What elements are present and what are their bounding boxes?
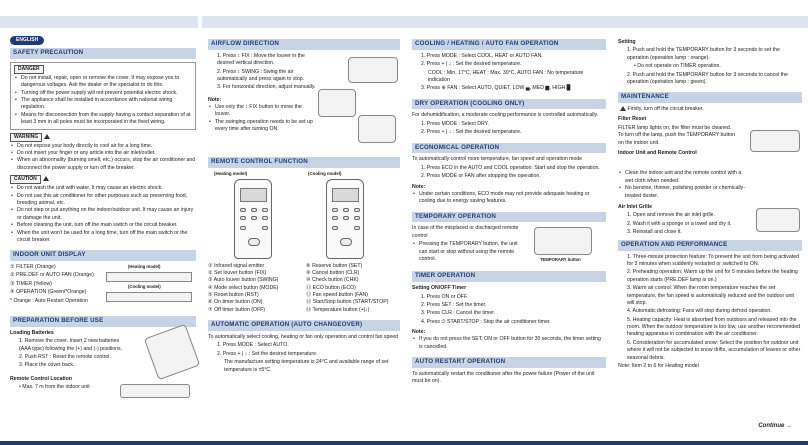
grille-step: 1. Open and remove the air inlet grille. xyxy=(627,212,715,219)
timer-title: TIMER OPERATION xyxy=(412,271,606,282)
remote-legend-item: ⑧ Reserve button (SET) xyxy=(306,262,363,269)
indoor-display-item: ② PRE.DEF or AUTO FAN (Orange) xyxy=(10,272,94,279)
grille-area xyxy=(618,204,802,234)
caution-item: • Before cleaning the unit, turn off the main switch or the circuit breaker. xyxy=(10,222,196,229)
remote-legend-item: ⑪ ECO button (ECO) xyxy=(306,284,356,291)
remote-button xyxy=(251,216,257,220)
timer-step: 2. Press SET : Set the timer. xyxy=(421,301,487,308)
timer-step: 4. Press ⏻ START/STOP : Stop the air conditioner timer. xyxy=(421,318,551,325)
remote-legend-item: ④ Mode select button (MODE) xyxy=(208,284,279,291)
chf-step: 1. Press MODE : Select COOL, HEAT or AUTO FAN. xyxy=(421,52,543,59)
airflow-step: 2. Press ↕ SWING : Swing the air automatically and press again to stop. xyxy=(217,68,305,82)
filter-reset-text: FILTER lamp lights on; the filter must be cleaned. To turn off the lamp, push the TEMPORARY button on the indoor unit. xyxy=(618,124,735,146)
danger-item: • Do not install, repair, open or remove the cover. It may expose you to dangerous voltages. Ask the dealer or the specialist to do this. xyxy=(14,75,192,90)
header-band-right xyxy=(202,16,808,28)
remote-legend-item: ③ Auto louver button (SWING) xyxy=(208,277,279,284)
filter-area xyxy=(618,116,802,170)
dry-step: 1. Press MODE : Select DRY. xyxy=(421,120,489,127)
loading-step: 3. Place the cover back. xyxy=(19,362,75,369)
chf-title: COOLING / HEATING / AUTO FAN OPERATION xyxy=(412,39,606,50)
grille-step: 2. Wash it with a sponge or a towel and dry it. xyxy=(627,220,732,227)
start-stop-button xyxy=(248,238,260,246)
grille-title: Air Inlet Grille xyxy=(618,203,653,210)
chf-step: 2. Press + | ↓ : Set the desired temperature. xyxy=(421,61,522,68)
caution-item: • When the unit won't be used for a long time, turn off the main switch or the circuit breaker. xyxy=(10,230,196,245)
remote-button xyxy=(354,216,360,220)
maintenance-title: MAINTENANCE xyxy=(618,92,802,103)
remote-legend-item: ⑥ On timer button (ON) xyxy=(208,299,263,306)
airflow-text xyxy=(208,53,318,134)
loading-batteries-title: Loading Batteries xyxy=(10,329,54,336)
temporary-text xyxy=(412,225,524,263)
indoor-remote-title: Indoor Unit and Remote Control xyxy=(618,149,697,156)
maintenance-warning: Firstly, turn off the circuit breaker. xyxy=(627,106,704,113)
remote-button xyxy=(240,226,246,230)
remote-function-title: REMOTE CONTROL FUNCTION xyxy=(208,157,400,168)
filter-text xyxy=(618,116,736,157)
remote-legend-item: ⑤ Reset button (RST) xyxy=(208,292,259,299)
performance-note: Note: Item 2 to 6 for Heating model xyxy=(618,362,699,369)
setting-step: 2. Push and hold the TEMPORARY button for 3 seconds to cancel the operation (operation lamp : green). xyxy=(627,71,788,85)
dry-step: 2. Press + | ↓ : Set the desired temperature. xyxy=(421,129,522,136)
column-4 xyxy=(618,36,802,371)
continue-label: Continue → xyxy=(758,423,792,430)
temporary-title: TEMPORARY OPERATION xyxy=(412,212,606,223)
remote-illustrations xyxy=(208,171,400,263)
auto-operation-intro: To automatically select cooling, heating or fan only operation and control fan speed xyxy=(208,334,399,341)
column-2 xyxy=(208,36,400,375)
grille-step: 3. Reinstall and close it. xyxy=(627,229,682,236)
preparation-text xyxy=(10,330,132,392)
indoor-display-list xyxy=(10,264,100,305)
remote-legend xyxy=(208,263,400,315)
remote-button xyxy=(240,208,246,212)
performance-step: 4. Automatic defrosting: Fans will stop during defrost operation. xyxy=(627,308,772,315)
auto-restart-text: To automatically restart the conditioner after the power failure (Power of the unit must be on). xyxy=(412,371,595,385)
remote-location-title: Remote Control Location xyxy=(10,375,72,382)
timer-note: • If you do not press the SET, ON or OFF button for 30 seconds, the timer setting is cancelled. xyxy=(412,336,606,351)
setting-step: 1. Push and hold the TEMPORARY button for 3 seconds to set the operation (operation lamp : orange). xyxy=(627,47,780,61)
warning-item: • Do not expose your body directly to cool air for a long time. xyxy=(10,143,196,150)
indoor-panel-cooling-illustration xyxy=(106,292,192,302)
indoor-display-title: INDOOR UNIT DISPLAY xyxy=(10,250,196,261)
remote-location-item: • Max. 7 m from the indoor unit xyxy=(19,384,90,391)
airflow-illustration-2 xyxy=(318,89,356,117)
remote-legend-item: ⑨ Cancel button (CLR) xyxy=(306,269,360,276)
remote-button xyxy=(251,208,257,212)
loading-step: 2. Push RST : Reset the remote control. xyxy=(19,354,111,361)
remote-legend-right xyxy=(306,263,400,315)
performance-step: 3. Warm air control: When the room temperature reaches the set temperature, the fan speed is automatically reduced and the outdoor unit will stop. xyxy=(627,285,794,306)
remote-button xyxy=(240,216,246,220)
eco-step: 2. Press MODE or FAN after stopping the operation. xyxy=(421,173,541,180)
remote-legend-item: ⑩ Check button (CHK) xyxy=(306,277,359,284)
dry-intro: For dehumidification, a moderate cooling performance is controlled automatically. xyxy=(412,112,599,119)
remote-button xyxy=(262,216,268,220)
auto-operation-step: 2. Press + | ↓ : Set the desired temperature. xyxy=(217,350,318,357)
indoor-display-area xyxy=(10,264,196,310)
preparation-area xyxy=(10,330,196,400)
temporary-intro: In case of the misplaced or discharged remote control xyxy=(412,225,519,239)
auto-restart-title: AUTO RESTART OPERATION xyxy=(412,357,606,368)
airflow-illustration-1 xyxy=(348,57,398,83)
auto-operation-title: AUTOMATIC OPERATION (AUTO CHANGEOVER) xyxy=(208,320,400,331)
warning-icon xyxy=(44,134,50,139)
airflow-note-label: Note: xyxy=(208,96,222,103)
column-1 xyxy=(10,36,196,400)
indoor-panel-heating-illustration xyxy=(106,272,192,282)
remote-legend-left xyxy=(208,263,302,315)
temporary-button-illustration xyxy=(534,227,592,255)
start-stop-button xyxy=(340,238,352,246)
loading-step: 1. Remove the cover. Insert 2 new batteries (AAA type) following the (+) and (-) positions. xyxy=(19,338,123,352)
cleaning-illustration xyxy=(750,130,800,152)
eco-intro: To automatically control room temperature, fan speed and operation mode xyxy=(412,156,583,163)
airflow-note: • Use only the ↕ FIX button to move the louver. xyxy=(208,104,318,119)
chf-step: 3. Press ⊕ FAN : Select AUTO, QUIET, LOW ▄, MED ▆, HIGH █ xyxy=(421,85,571,92)
remote-legend-item: ⑫ Fan speed button (FAN) xyxy=(306,292,368,299)
danger-item: • Means for disconnection from the supply having a contact separation of at least 3 mm in all poles must be incorporated in the fixed wiring. xyxy=(14,112,192,127)
remote-button xyxy=(354,226,360,230)
caution-item: • Do not step or put anything on the indoor/outdoor unit. It may cause an injury or damage the unit. xyxy=(10,207,196,222)
safety-section-title: SAFETY PRECAUTION xyxy=(10,48,196,59)
indoor-display-item: ① FILTER (Orange) xyxy=(10,264,56,271)
grille-illustration xyxy=(756,208,800,232)
caution-item: • Do not wash the unit with water. It may cause an electric shock. xyxy=(10,185,196,192)
timer-note-label: Note: xyxy=(412,329,426,336)
warning-item: • Do not insert your finger or any article into the air inlet/outlet. xyxy=(10,150,196,157)
eco-title: ECONOMICAL OPERATION xyxy=(412,143,606,154)
battery-loading-illustration xyxy=(144,324,200,380)
cooling-model-label: (Cooling model) xyxy=(128,284,161,290)
filter-reset-title: Filter Reset xyxy=(618,116,647,123)
remote-screen xyxy=(332,188,359,202)
remote-heating-illustration xyxy=(234,179,272,259)
dry-title: DRY OPERATION (COOLING ONLY) xyxy=(412,99,606,110)
danger-tag: DANGER xyxy=(14,65,44,74)
remote-button xyxy=(262,226,268,230)
airflow-area xyxy=(208,53,400,151)
header-band-left xyxy=(0,16,198,28)
remote-legend-item: ⑦ Off timer button (OFF) xyxy=(208,306,266,313)
remote-button xyxy=(354,208,360,212)
airflow-title: AIRFLOW DIRECTION xyxy=(208,39,400,50)
heating-model-label: (Heating model) xyxy=(128,264,161,270)
temporary-item: • Pressing the TEMPORARY button, the unit can start or stop without using the remote control. xyxy=(412,241,524,263)
temporary-button-label: TEMPORARY button xyxy=(540,257,581,263)
remote-screen xyxy=(240,188,267,202)
footer-bar xyxy=(0,441,808,445)
performance-step: 2. Preheating operation: Warm up the unit for 5 minutes before the heating operation starts (PRE.DEF lamp is on.) xyxy=(627,269,798,283)
warning-tag: WARNING xyxy=(10,133,42,142)
auto-operation-step: 1. Press MODE : Select AUTO. xyxy=(217,342,289,349)
setting-step: • Do not operate on TIMER operation. xyxy=(634,63,721,70)
remote-legend-item: ② Set louver button (FIX) xyxy=(208,269,267,276)
warning-icon xyxy=(620,106,626,111)
indoor-display-item: * Orange : Auto Restart Operation xyxy=(10,297,88,304)
danger-box xyxy=(10,62,196,130)
caution-tag: CAUTION xyxy=(10,175,41,184)
language-badge: ENGLISH xyxy=(10,36,44,45)
danger-item: • The appliance shall be installed in accordance with national wiring regulation. xyxy=(14,97,192,112)
timer-step: 3. Press CLR : Cancel the timer. xyxy=(421,310,496,317)
column-3 xyxy=(412,36,606,387)
performance-step: 5. Heating capacity: Heat is absorbed from outdoors and released into the room. When the outdoor temperature is too low, use another recommended heating apparatus in combination with the air conditioner. xyxy=(627,316,801,338)
indoor-remote-item: • Clean the indoor unit and the remote control with a wet cloth when needed. xyxy=(618,170,746,185)
remote-legend-item: ⑬ Start/Stop button (START/STOP) xyxy=(306,299,389,306)
indoor-display-item: ④ OPERATION (Green/*Orange) xyxy=(10,289,87,296)
airflow-illustration-3 xyxy=(358,115,396,143)
remote-button xyxy=(343,208,349,212)
caution-icon xyxy=(43,176,49,181)
grille-text xyxy=(618,204,746,237)
remote-cooling-illustration xyxy=(326,179,364,259)
eco-note-label: Note: xyxy=(412,183,426,190)
remote-button xyxy=(332,208,338,212)
temporary-area xyxy=(412,225,606,265)
chf-step: COOL : Min. 17°C, HEAT : Max. 30°C, AUTO FAN : No temperature indication xyxy=(428,69,584,83)
remote-button xyxy=(262,208,268,212)
remote-legend-item: ⑭ Temperature button (+|↓) xyxy=(306,306,370,313)
timer-step: 1. Press ON or OFF. xyxy=(421,293,468,300)
caution-item: • Do not use this air conditioner for other purposes such as preserving food, breeding animal, etc. xyxy=(10,193,196,208)
warning-item: • When an abnormality (burning smell, etc.) occurs, stop the air conditioner and disconnect the power supply or turn off the breaker. xyxy=(10,157,196,172)
heating-model-label: (Heating model) xyxy=(214,170,248,176)
remote-button xyxy=(332,216,338,220)
cooling-model-label: (Cooling model) xyxy=(308,170,342,176)
remote-button xyxy=(343,216,349,220)
setting-title: Setting xyxy=(618,39,636,45)
eco-note: • Under certain conditions, ECO mode may not provide adequate heating or cooling due to energy saving features. xyxy=(412,191,606,206)
performance-title: OPERATION AND PERFORMANCE xyxy=(618,240,802,251)
airflow-step: 3. For horizontal direction, adjust manually. xyxy=(217,84,316,91)
eco-step: 1. Press ECO in the AUTO and COOL operation: Start and stop the operation. xyxy=(421,164,600,171)
preparation-title: PREPARATION BEFORE USE xyxy=(10,316,196,327)
performance-step: 1. Three-minute protection feature: To prevent the unit from being activated for 3 minutes when suddenly restarted or switched to ON. xyxy=(627,253,799,268)
remote-legend-item: ① Infrared signal emitter xyxy=(208,262,265,269)
airflow-note: • The swinging operation needs to be set up every time after turning ON. xyxy=(208,119,318,134)
indoor-display-item: ③ TIMER (Yellow) xyxy=(10,280,52,287)
indoor-remote-item: • No benzine, thinner, polishing powder or chemically-treated duster. xyxy=(618,185,746,200)
danger-item: • Turning off the power supply will not prevent potential electric shock. xyxy=(14,90,192,97)
performance-step: 6. Consideration for accumulated snow: Select the position for outdoor unit where it will not be subjected to snow drifts, accumulation of leaves or other seasonal debris. xyxy=(627,339,801,361)
indoor-unit-illustration xyxy=(120,384,190,398)
remote-button xyxy=(332,226,338,230)
auto-operation-step: The manufacture setting temperature is 24°C and available range of set temperature is ±5°C. xyxy=(224,359,389,373)
airflow-step: 1. Press ↕ FIX : Move the louver in the desired vertical direction. xyxy=(217,52,305,67)
timer-subtitle: Setting ON/OFF Timer xyxy=(412,285,467,292)
